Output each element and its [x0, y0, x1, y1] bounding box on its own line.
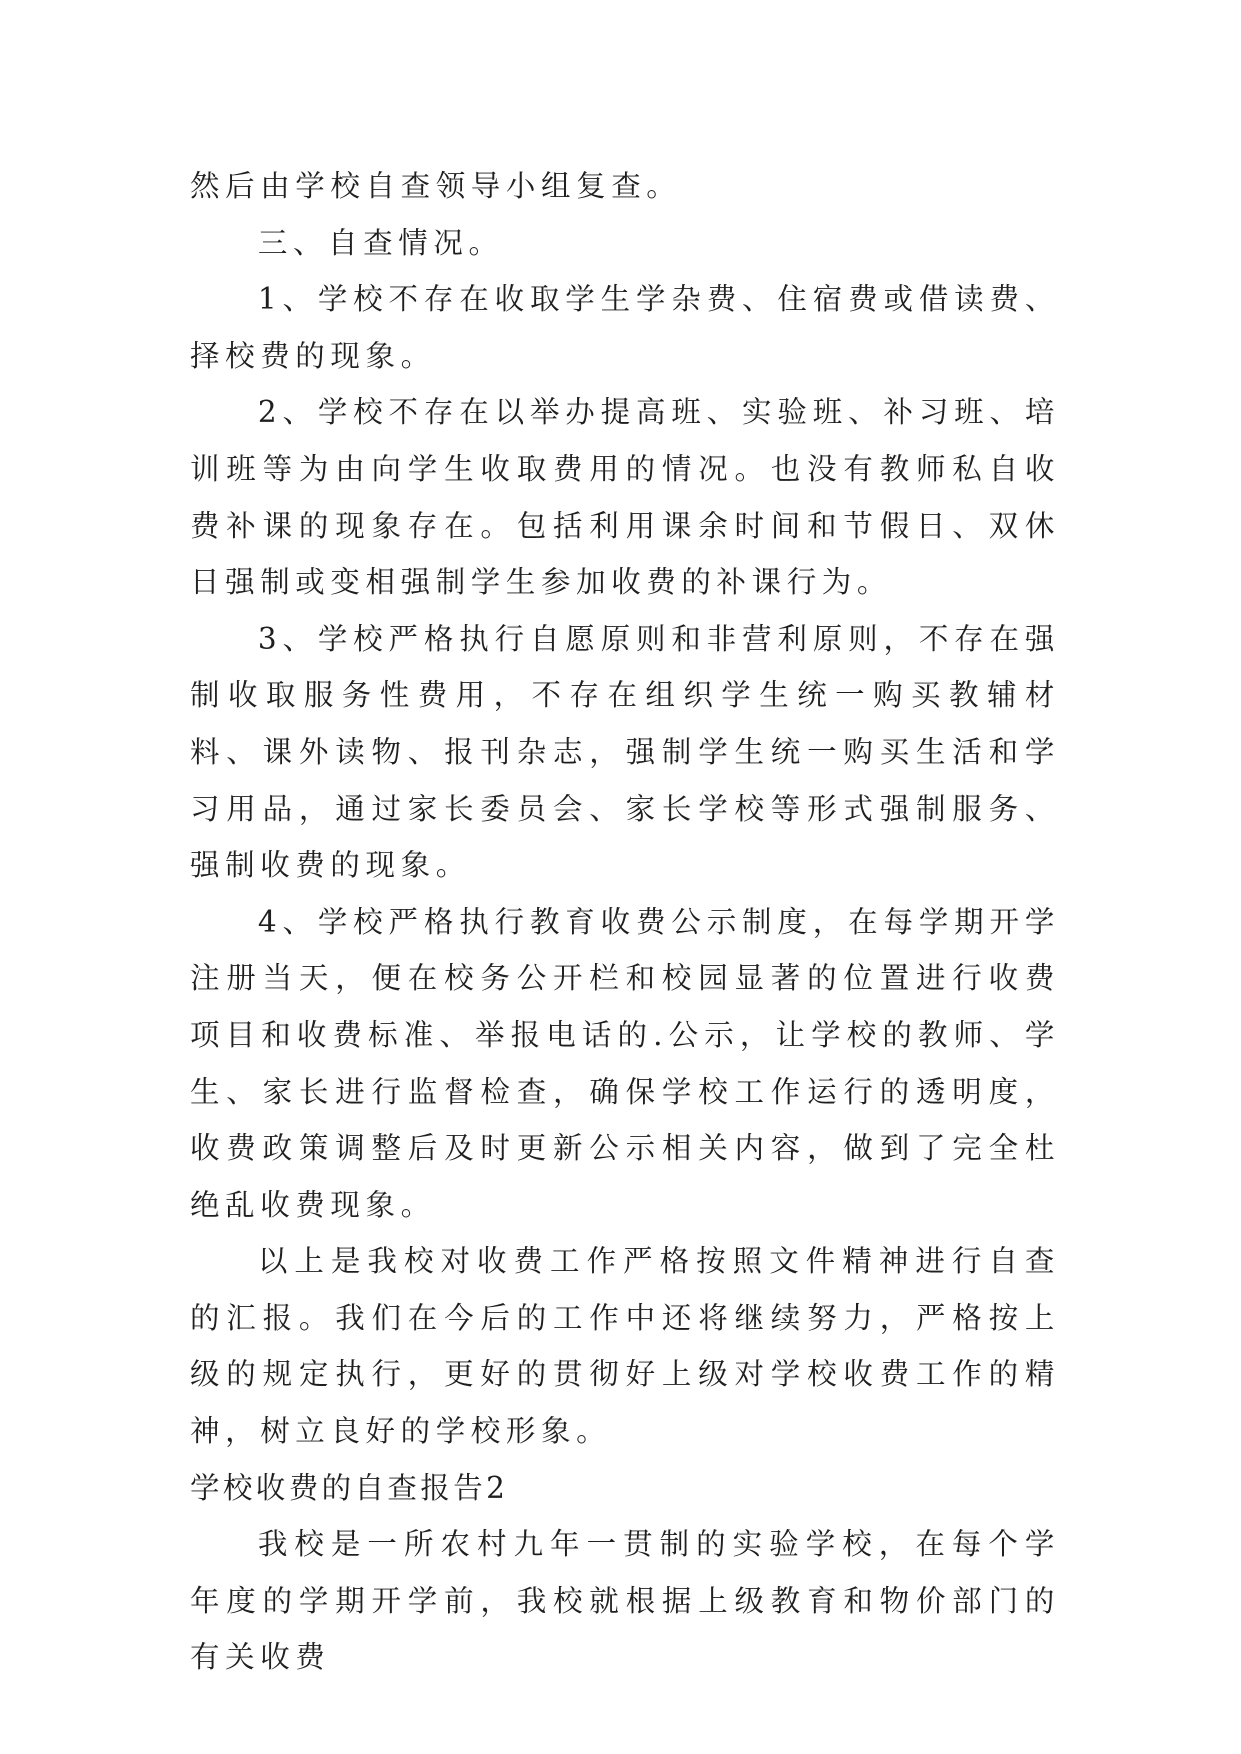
paragraph-section-heading: 三、自查情况。	[257, 225, 504, 260]
paragraph-item-1: 1、学校不存在收取学生学杂费、住宿费或借读费、择校费的现象。	[190, 282, 1060, 373]
paragraph-report2-intro: 我校是一所农村九年一贯制的实验学校，在每个学年度的学期开学前，我校就根据上级教育和物价部门的有关收费	[190, 1527, 1060, 1675]
paragraph-continuation: 然后由学校自查领导小组复查。	[190, 169, 682, 203]
document-body	[190, 158, 1060, 1686]
section-title: 学校收费的自查报告2	[190, 1470, 509, 1505]
paragraph-item-4: 4、学校严格执行教育收费公示制度，在每学期开学注册当天，便在校务公开栏和校园显著的位置进行收费项目和收费标准、举报电话的.公示，让学校的教师、学生、家长进行监督检查，确保学校工作运行的透明度，收费政策调整后及时更新公示相关内容，做到了完全杜绝乱收费现象。	[190, 904, 1060, 1222]
paragraph-item-2: 2、学校不存在以举办提高班、实验班、补习班、培训班等为由向学生收取费用的情况。也没有教师私自收费补课的现象存在。包括利用课余时间和节假日、双休日强制或变相强制学生参加收费的补课行为。	[190, 395, 1060, 600]
paragraph-conclusion: 以上是我校对收费工作严格按照文件精神进行自查的汇报。我们在今后的工作中还将继续努力，严格按上级的规定执行，更好的贯彻好上级对学校收费工作的精神，树立良好的学校形象。	[190, 1244, 1060, 1449]
paragraph-item-3: 3、学校严格执行自愿原则和非营利原则，不存在强制收取服务性费用，不存在组织学生统一购买教辅材料、课外读物、报刊杂志，强制学生统一购买生活和学习用品，通过家长委员会、家长学校等形式强制服务、强制收费的现象。	[190, 621, 1060, 883]
